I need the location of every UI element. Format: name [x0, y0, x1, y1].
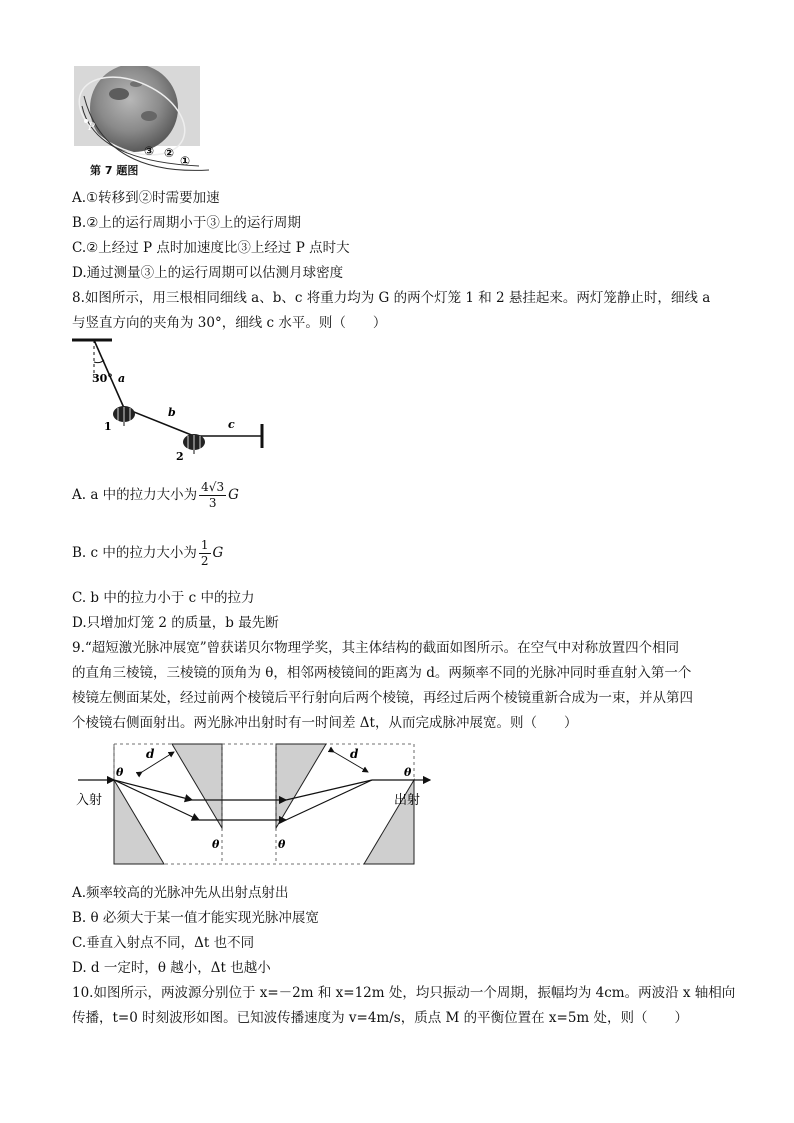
- prism-2: [172, 744, 222, 828]
- q8-option-b-suffix: G: [212, 545, 224, 561]
- orbit2-label: ②: [164, 146, 175, 160]
- string-c-label: c: [228, 418, 235, 431]
- exit-label: 出射: [394, 793, 421, 808]
- q9-option-d: D. d 一定时，θ 越小，Δt 也越小: [72, 960, 271, 976]
- q7-option-b: B.②上的运行周期小于③上的运行周期: [72, 215, 301, 231]
- q10-stem-line2: 传播，t=0 时刻波形如图。已知波传播速度为 v=4m/s，质点 M 的平衡位置在 x=5m 处，则（ ）: [72, 1010, 689, 1026]
- q8-option-b: [72, 536, 223, 570]
- q9-stem-line4: 个棱镜右侧面射出。两光脉冲出射时有一时间差 Δt，从而完成脉冲展宽。则（ ）: [72, 715, 578, 731]
- moon-orbit-diagram: [74, 66, 214, 178]
- string-b-label: b: [168, 406, 176, 419]
- q7-option-a: A.①转移到②时需要加速: [72, 190, 220, 206]
- orbit3-label: ③: [144, 144, 155, 158]
- q8-option-a: [72, 478, 239, 512]
- prism-1: [114, 780, 164, 864]
- q9-option-b: B. θ 必须大于某一值才能实现光脉冲展宽: [72, 910, 319, 926]
- d-label-right: d: [350, 747, 359, 761]
- lantern-diagram: [72, 336, 272, 464]
- figure-caption: 第 7 题图: [90, 164, 139, 177]
- angle-label: 30°: [92, 372, 113, 385]
- q10-stem-line1: 10.如图所示，两波源分别位于 x=－2m 和 x=12m 处，均只振动一个周期，振幅均为 4cm。两波沿 x 轴相向: [72, 985, 736, 1001]
- q8-stem-line1: 8.如图所示，用三根相同细线 a、b、c 将重力均为 G 的两个灯笼 1 和 2 悬挂起来。两灯笼静止时，细线 a: [72, 290, 711, 306]
- q8-option-a-suffix: G: [228, 487, 239, 503]
- theta-label-1: θ: [116, 766, 124, 779]
- incident-label: 入射: [76, 793, 103, 808]
- q9-stem-line2: 的直角三棱镜，三棱镜的顶角为 θ，相邻两棱镜间的距离为 d。两频率不同的光脉冲同时垂直射入第一个: [72, 665, 692, 681]
- point-p-label: P: [88, 122, 95, 133]
- prism-diagram: [74, 742, 434, 868]
- q7-moon-figure: [74, 66, 214, 178]
- theta-label-2: θ: [212, 838, 220, 851]
- theta-label-4: θ: [404, 766, 412, 779]
- moon-crater: [141, 111, 157, 121]
- q8-option-b-prefix: B. c 中的拉力大小为: [72, 545, 197, 561]
- q9-stem-line3: 棱镜左侧面某处，经过前两个棱镜后平行射向后两个棱镜，再经过后两个棱镜重新合成为一束，并从第四: [72, 690, 693, 706]
- frame: [114, 744, 414, 864]
- orbit1-label: ①: [180, 154, 191, 168]
- q8-option-b-denominator: 2: [200, 554, 209, 568]
- q8-option-c: C. b 中的拉力小于 c 中的拉力: [72, 590, 255, 606]
- lantern-2-label: 2: [176, 450, 184, 463]
- q8-option-a-prefix: A. a 中的拉力大小为: [72, 487, 198, 503]
- q9-stem-line1: 9.“超短激光脉冲展宽”曾获诺贝尔物理学奖，其主体结构的截面如图所示。在空气中对称放置四个相同: [72, 640, 680, 656]
- q9-option-c: C.垂直入射点不同，Δt 也不同: [72, 935, 255, 951]
- moon-crater: [109, 88, 129, 100]
- q7-option-c: C.②上经过 P 点时加速度比③上经过 P 点时大: [72, 240, 350, 256]
- q7-option-d: D.通过测量③上的运行周期可以估测月球密度: [72, 265, 344, 281]
- lantern-1-label: 1: [104, 420, 112, 433]
- q8-option-a-fraction: [199, 480, 226, 511]
- prism-3: [276, 744, 326, 828]
- q8-option-b-numerator: 1: [200, 538, 209, 552]
- q8-option-d: D.只增加灯笼 2 的质量，b 最先断: [72, 615, 279, 631]
- d-label-left: d: [146, 747, 155, 761]
- q9-prism-figure: [74, 742, 434, 868]
- string-a-label: a: [118, 372, 126, 385]
- q8-stem-line2: 与竖直方向的夹角为 30°，细线 c 水平。则（ ）: [72, 315, 387, 331]
- q8-option-b-fraction: [199, 538, 211, 569]
- q9-option-a: A.频率较高的光脉冲先从出射点射出: [72, 885, 289, 901]
- q8-lantern-figure: [72, 336, 272, 464]
- q8-option-a-numerator: 4√3: [201, 480, 225, 494]
- ray-upper-1: [114, 780, 192, 800]
- theta-label-3: θ: [278, 838, 286, 851]
- q8-option-a-denominator: 3: [208, 496, 217, 510]
